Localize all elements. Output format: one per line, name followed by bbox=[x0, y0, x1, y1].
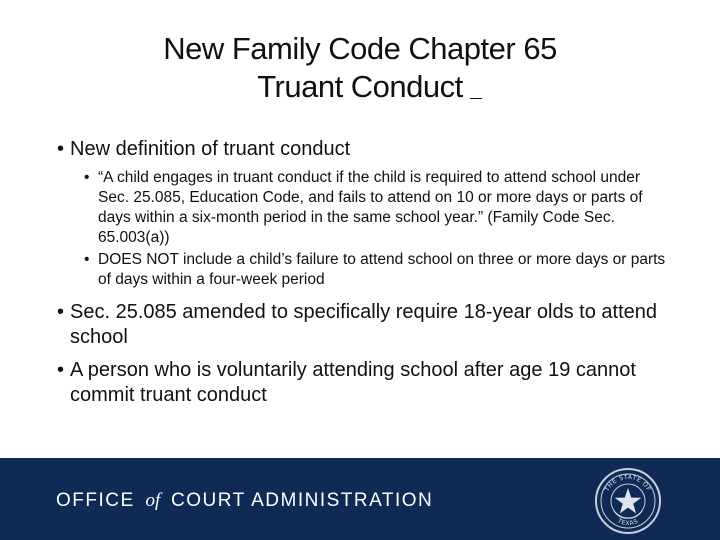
sub-bullet-definition-quote bbox=[58, 168, 668, 248]
slide-body bbox=[58, 137, 668, 408]
footer-org-name bbox=[56, 490, 433, 512]
sub-bullet-text: DOES NOT include a child’s failure to attend school on three or more days or parts of days within a four-week period bbox=[98, 251, 666, 288]
title-line-2: Truant Conduct bbox=[257, 69, 463, 104]
bullet-mark: • bbox=[57, 359, 65, 381]
bullet-mark: • bbox=[84, 169, 90, 186]
seal-text-top: THE STATE OF bbox=[603, 473, 653, 493]
title-trailing-mark bbox=[470, 98, 482, 99]
footer-prefix: OFFICE bbox=[56, 490, 135, 511]
title-line-1: New Family Code Chapter 65 bbox=[163, 31, 557, 66]
bullet-mark: • bbox=[57, 301, 65, 323]
bullet-mark: • bbox=[84, 251, 90, 268]
slide-title bbox=[0, 30, 720, 106]
bullet-text: A person who is voluntarily attending school after age 19 cannot commit truant conduct bbox=[70, 359, 636, 406]
bullet-truant-definition bbox=[58, 137, 668, 162]
bullet-sec-25085 bbox=[58, 300, 668, 350]
bullet-mark: • bbox=[57, 138, 65, 160]
seal-text-bottom: TEXAS bbox=[616, 517, 640, 528]
texas-state-seal-icon bbox=[594, 467, 662, 535]
bullet-text: Sec. 25.085 amended to specifically require 18-year olds to attend school bbox=[70, 301, 658, 348]
footer-of: of bbox=[145, 490, 161, 511]
bullet-text: New definition of truant conduct bbox=[70, 138, 351, 160]
bullet-voluntary-attendance bbox=[58, 358, 668, 408]
footer-suffix: COURT ADMINISTRATION bbox=[171, 490, 434, 511]
sub-bullet-exclusion bbox=[58, 250, 668, 290]
sub-bullet-text: “A child engages in truant conduct if the child is required to attend school under Sec. 25.085, Education Code, and fails to attend on 10 or more days or parts of days within a six-month period in the same school year.” (Family Code Sec. 65.003(a)) bbox=[98, 169, 643, 246]
